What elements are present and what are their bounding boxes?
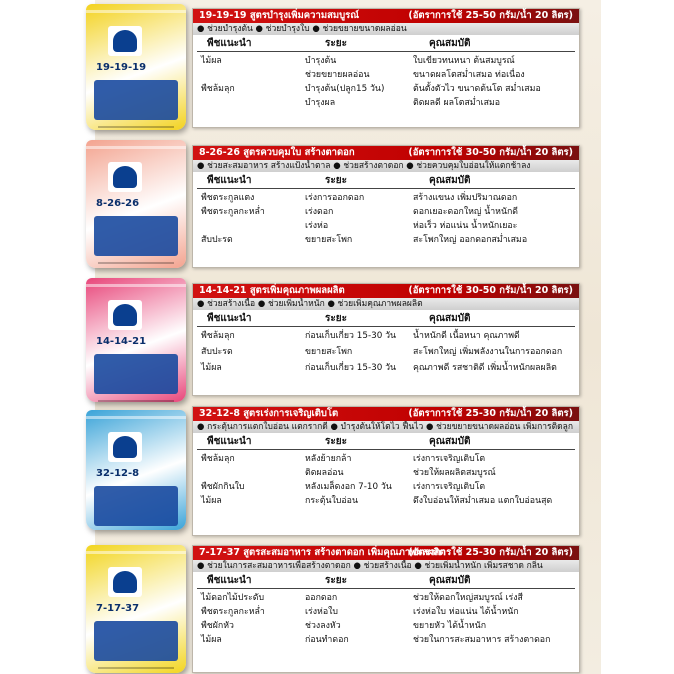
usage-rate: (อัตราการใช้ 30-50 กรัม/น้ำ 20 ลิตร): [408, 285, 573, 296]
cell-stage: ก่อนทำดอก: [305, 635, 349, 645]
benefits-text: ● ช่วยในการสะสมอาหารเพื่อสร้างตาดอก ● ช่วยสร้างเนื้อ ● ช่วยเพิ่มน้ำหนัก เพิ่มรสชาด กลิ่น: [197, 561, 543, 571]
cell-plant: สับปะรด: [201, 235, 233, 245]
cell-plant: ไม้ผล: [201, 635, 222, 645]
formula-title-bar: [193, 284, 579, 298]
header-divider: [197, 449, 575, 450]
pack-logo: [108, 567, 142, 597]
cell-plant: พืชผักหัว: [201, 621, 234, 631]
cell-property: คุณภาพดี รสชาติดี เพิ่มน้ำหนักผลผลิต: [413, 363, 557, 373]
pack-zipper: [86, 10, 186, 13]
formula-title-bar: [193, 146, 579, 160]
pack-formula-label: 8-26-26: [96, 198, 140, 209]
column-header-stage: ระยะ: [325, 436, 347, 447]
header-divider: [197, 326, 575, 327]
recommendation-table: [193, 592, 579, 648]
pack-zipper: [86, 416, 186, 419]
cell-stage: หลังเมล็ดงอก 7-10 วัน: [305, 482, 392, 492]
table-row: [193, 362, 579, 378]
table-row: [193, 346, 579, 362]
benefits-bar: [193, 298, 579, 310]
table-row: [193, 234, 579, 248]
benefits-bar: [193, 23, 579, 35]
pack-zipper: [86, 551, 186, 554]
table-row: [193, 330, 579, 346]
benefits-text: ● ช่วยสะสมอาหาร สร้างแป้งน้ำตาล ● ช่วยสร้างตาดอก ● ช่วยควบคุมใบอ่อนให้แตกช้าลง: [197, 161, 531, 171]
formula-title-bar: [193, 407, 579, 421]
table-header: [193, 36, 579, 50]
column-header-property: คุณสมบัติ: [429, 313, 471, 324]
fertilizer-pack-image: [86, 545, 186, 673]
cell-stage: ก่อนเก็บเกี่ยว 15-30 วัน: [305, 331, 397, 341]
formula-title: 8-26-26 สูตรควบคุมใบ สร้างตาดอก: [199, 147, 355, 158]
pack-text-lines: [98, 262, 174, 268]
cell-property: เร่งห่อใบ ห่อแน่น ได้น้ำหนัก: [413, 607, 519, 617]
pack-label-panel: [94, 486, 178, 526]
cell-stage: เร่งการออกดอก: [305, 193, 365, 203]
cell-stage: ก่อนเก็บเกี่ยว 15-30 วัน: [305, 363, 397, 373]
cell-plant: พืชล้มลุก: [201, 84, 235, 94]
cell-property: ดอกเยอะดอกใหญ่ น้ำหนักดี: [413, 207, 519, 217]
cell-property: ขยายหัว ได้น้ำหนัก: [413, 621, 487, 631]
column-header-property: คุณสมบัติ: [429, 38, 471, 49]
brand-logo-icon: [113, 166, 137, 188]
pack-logo: [108, 26, 142, 56]
usage-rate: (อัตราการใช้ 25-50 กรัม/น้ำ 20 ลิตร): [408, 10, 573, 21]
pack-formula-label: 14-14-21: [96, 336, 147, 347]
cell-stage: กระตุ้นใบอ่อน: [305, 496, 358, 506]
pack-text-line: [98, 262, 174, 264]
cell-property: ช่วยให้ผลผลิตสมบูรณ์: [413, 468, 496, 478]
pack-formula-label: 32-12-8: [96, 468, 140, 479]
cell-plant: พืชตระกูลกะหล่ำ: [201, 607, 265, 617]
table-row: [193, 495, 579, 509]
cell-plant: พืชตระกูลกะหล่ำ: [201, 207, 265, 217]
cell-stage: บำรุงผล: [305, 98, 336, 108]
formula-title: 7-17-37 สูตรสะสมอาหาร สร้างตาดอก เพิ่มคุณภาพผลผลิต: [199, 547, 446, 558]
column-header-stage: ระยะ: [325, 38, 347, 49]
cell-property: ช่วยในการสะสมอาหาร สร้างตาดอก: [413, 635, 551, 645]
pack-logo: [108, 162, 142, 192]
cell-plant: ไม้ผล: [201, 363, 222, 373]
pack-text-lines: [98, 667, 174, 673]
cell-stage: ออกดอก: [305, 593, 338, 603]
pack-formula-label: 7-17-37: [96, 603, 140, 614]
table-row: [193, 453, 579, 467]
pack-text-lines: [98, 400, 174, 402]
column-header-property: คุณสมบัติ: [429, 575, 471, 586]
cell-stage: ช่วยขยายผลอ่อน: [305, 70, 370, 80]
cell-property: ต้นตั้งตัวไว ขนาดต้นโต สม่ำเสมอ: [413, 84, 541, 94]
cell-property: สร้างแขนง เพิ่มปริมาณดอก: [413, 193, 518, 203]
column-header-plant: พืชแนะนำ: [207, 38, 252, 49]
pack-text-line: [98, 126, 174, 128]
pack-label-panel: [94, 80, 178, 120]
column-header-stage: ระยะ: [325, 313, 347, 324]
cell-property: เร่งการเจริญเติบโต: [413, 482, 486, 492]
cell-stage: ติดผลอ่อน: [305, 468, 344, 478]
header-divider: [197, 588, 575, 589]
table-row: [193, 192, 579, 206]
cell-plant: พืชผักกินใบ: [201, 482, 245, 492]
cell-stage: ขยายสะโพก: [305, 347, 353, 357]
cell-property: สะโพกใหญ่ ออกดอกสม่ำเสมอ: [413, 235, 528, 245]
product-card: [192, 406, 580, 536]
table-row: [193, 592, 579, 606]
cell-property: ห่อเร็ว ห่อแน่น น้ำหนักเยอะ: [413, 221, 518, 231]
cell-property: ช่วยให้ดอกใหญ่สมบูรณ์ เร่งสี: [413, 593, 523, 603]
cell-property: ดึงใบอ่อนให้สม่ำเสมอ แตกใบอ่อนสุด: [413, 496, 553, 506]
table-header: [193, 434, 579, 448]
table-row: [193, 83, 579, 97]
pack-logo: [108, 300, 142, 330]
usage-rate: (อัตราการใช้ 25-30 กรัม/น้ำ 20 ลิตร): [408, 547, 573, 558]
table-row: [193, 206, 579, 220]
table-row: [193, 55, 579, 69]
cell-stage: ช่วงลงหัว: [305, 621, 341, 631]
brand-logo-icon: [113, 30, 137, 52]
pack-text-line: [98, 400, 174, 402]
cell-property: ขนาดผลโตสม่ำเสมอ ท่อเนื่อง: [413, 70, 525, 80]
cell-plant: พืชตระกูลแตง: [201, 193, 255, 203]
recommendation-table: [193, 55, 579, 111]
formula-title: 19-19-19 สูตรบำรุงเพิ่มความสมบูรณ์: [199, 10, 360, 21]
brand-logo-icon: [113, 436, 137, 458]
table-header: [193, 173, 579, 187]
cell-plant: สับปะรด: [201, 347, 233, 357]
column-header-plant: พืชแนะนำ: [207, 313, 252, 324]
table-header: [193, 573, 579, 587]
recommendation-table: [193, 330, 579, 378]
pack-label-panel: [94, 216, 178, 256]
brand-logo-icon: [113, 304, 137, 326]
column-header-property: คุณสมบัติ: [429, 436, 471, 447]
cell-stage: เร่งห่อใบ: [305, 607, 338, 617]
brand-logo-icon: [113, 571, 137, 593]
pack-formula-label: 19-19-19: [96, 62, 147, 73]
fertilizer-pack-image: [86, 4, 186, 130]
fertilizer-pack-image: [86, 140, 186, 268]
cell-property: ใบเขียวทนหนา ต้นสมบูรณ์: [413, 56, 515, 66]
header-divider: [197, 51, 575, 52]
product-card: [192, 145, 580, 268]
formula-title-bar: [193, 546, 579, 560]
benefits-text: ● ช่วยบำรุงต้น ● ช่วยบำรุงใบ ● ช่วยขยายขนาดผลอ่อน: [197, 24, 407, 34]
benefits-bar: [193, 160, 579, 172]
table-row: [193, 481, 579, 495]
cell-plant: ไม้ผล: [201, 56, 222, 66]
cell-plant: ไม้ผล: [201, 496, 222, 506]
benefits-bar: [193, 560, 579, 572]
column-header-plant: พืชแนะนำ: [207, 436, 252, 447]
table-row: [193, 69, 579, 83]
benefits-text: ● ช่วยสร้างเนื้อ ● ช่วยเพิ่มน้ำหนัก ● ช่วยเพิ่มคุณภาพผลผลิต: [197, 299, 423, 309]
column-header-stage: ระยะ: [325, 175, 347, 186]
pack-logo: [108, 432, 142, 462]
formula-title-bar: [193, 9, 579, 23]
cell-plant: พืชล้มลุก: [201, 454, 235, 464]
cell-stage: เร่งห่อ: [305, 221, 329, 231]
column-header-property: คุณสมบัติ: [429, 175, 471, 186]
benefits-text: ● กระตุ้นการแตกใบอ่อน แตกรากดี ● บำรุงต้นให้โตไว ฟื้นไว ● ช่วยขยายขนาดผลอ่อน เพิ่มการติดลูก: [197, 422, 573, 432]
formula-title: 32-12-8 สูตรเร่งการเจริญเติบโต: [199, 408, 339, 419]
cell-stage: บำรุงต้น(ปลูก15 วัน): [305, 84, 385, 94]
cell-stage: หลังย้ายกล้า: [305, 454, 352, 464]
usage-rate: (อัตราการใช้ 30-50 กรัม/น้ำ 20 ลิตร): [408, 147, 573, 158]
cell-stage: ขยายสะโพก: [305, 235, 353, 245]
table-row: [193, 606, 579, 620]
cell-property: เร่งการเจริญเติบโต: [413, 454, 486, 464]
cell-stage: บำรุงต้น: [305, 56, 337, 66]
cell-plant: ไม้ดอกไม้ประดับ: [201, 593, 265, 603]
table-row: [193, 634, 579, 648]
fertilizer-pack-image: [86, 410, 186, 530]
fertilizer-pack-image: [86, 278, 186, 402]
product-card: [192, 8, 580, 128]
usage-rate: (อัตราการใช้ 25-30 กรัม/น้ำ 20 ลิตร): [408, 408, 573, 419]
pack-text-line: [98, 667, 174, 669]
product-card: [192, 283, 580, 396]
cell-stage: เร่งดอก: [305, 207, 334, 217]
formula-title: 14-14-21 สูตรเพิ่มคุณภาพผลผลิต: [199, 285, 345, 296]
recommendation-table: [193, 453, 579, 509]
cell-plant: พืชล้มลุก: [201, 331, 235, 341]
pack-zipper: [86, 146, 186, 149]
pack-text-lines: [98, 126, 174, 130]
pack-zipper: [86, 284, 186, 287]
recommendation-table: [193, 192, 579, 248]
cell-property: น้ำหนักดี เนื้อหนา คุณภาพดี: [413, 331, 520, 341]
header-divider: [197, 188, 575, 189]
table-row: [193, 97, 579, 111]
pack-label-panel: [94, 621, 178, 661]
table-header: [193, 311, 579, 325]
table-row: [193, 467, 579, 481]
table-row: [193, 620, 579, 634]
benefits-bar: [193, 421, 579, 433]
product-card: [192, 545, 580, 673]
column-header-plant: พืชแนะนำ: [207, 575, 252, 586]
column-header-plant: พืชแนะนำ: [207, 175, 252, 186]
cell-property: สะโพกใหญ่ เพิ่มพลังงานในการออกดอก: [413, 347, 563, 357]
column-header-stage: ระยะ: [325, 575, 347, 586]
pack-label-panel: [94, 354, 178, 394]
cell-property: ติดผลดี ผลโตสม่ำเสมอ: [413, 98, 501, 108]
table-row: [193, 220, 579, 234]
